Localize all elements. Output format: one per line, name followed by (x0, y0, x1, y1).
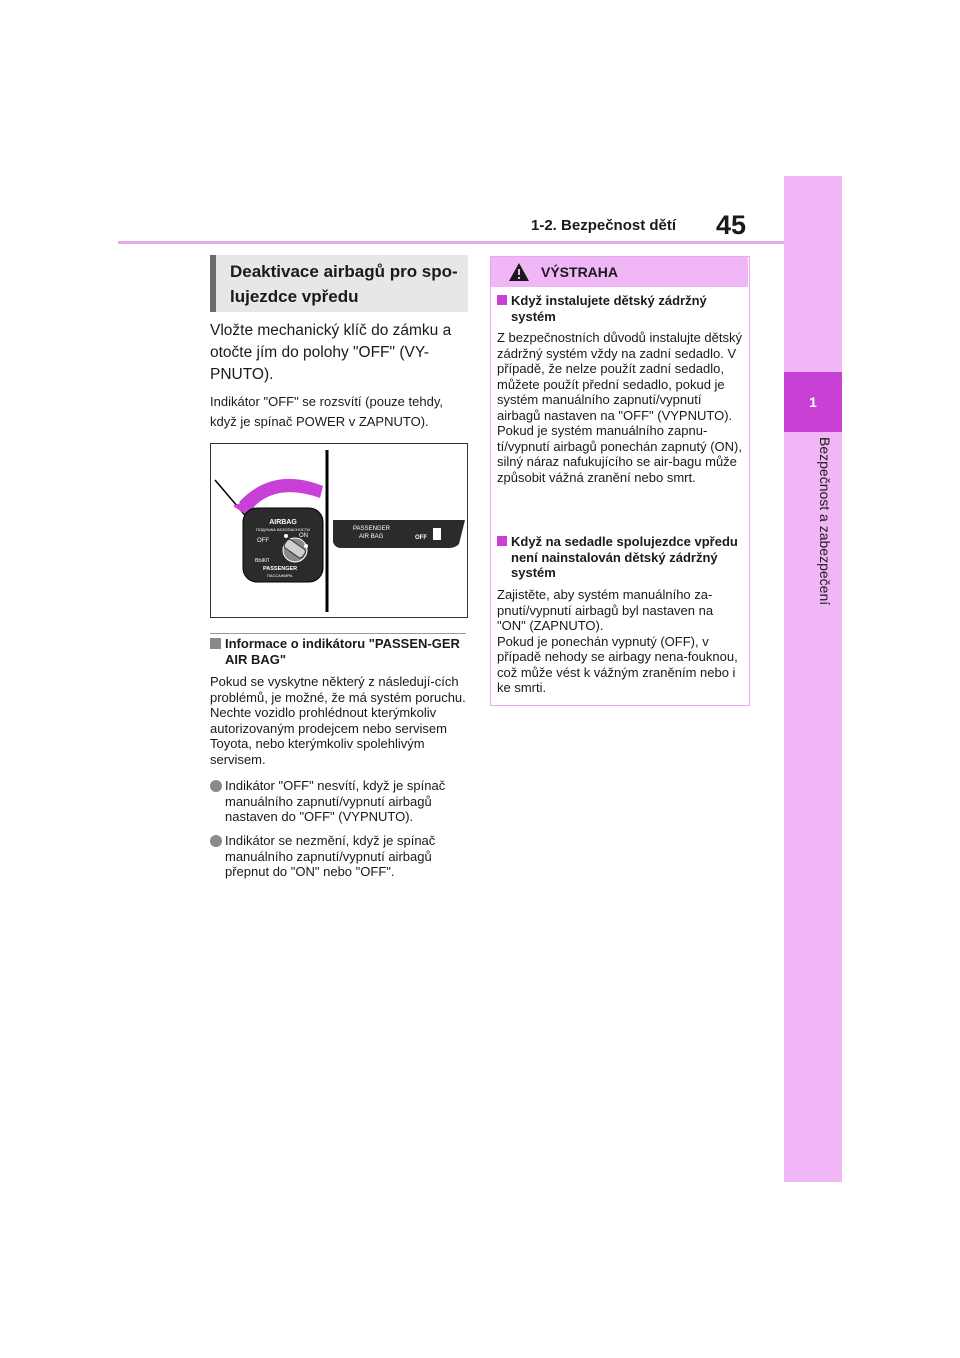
note-text: Indikátor "OFF" se rozsvítí (pouze tehdy, když je spínač POWER v ZAPNUTO). (210, 394, 443, 429)
square-bullet-icon (497, 536, 507, 546)
square-bullet-icon (210, 638, 221, 649)
warning-subheading-text: Když instalujete dětský zádržný systém (511, 293, 707, 324)
airbag-switch-illustration (211, 444, 467, 617)
warning-body: Zajistěte, aby systém manuálního za-pnutí/vypnutí airbagů byl nastaven na "ON" (ZAPNUTO). Pokud je ponechán vypnutý (OFF), v případě nehody se airbagy nena-fouknou, což může vést k vážným zraněním nebo i ke smrti. (497, 587, 738, 695)
indicator-off: OFF (415, 535, 427, 541)
header-rule (118, 241, 784, 244)
switch-sublabel: ПОДУШКА БЕЗОПАСНОСТИ (255, 527, 311, 532)
warning-subheading-text: Když na sedadle spolujezdce vpředu není nainstalován dětský zádržný systém (511, 534, 738, 580)
circle-bullet-icon (210, 835, 222, 847)
switch-off-label: OFF (257, 538, 269, 544)
info-heading-text: Informace o indikátoru "PASSEN-GER AIR BAG" (225, 636, 460, 667)
section-title: 1-2. Bezpečnost dětí (531, 217, 677, 234)
list-item-text: Indikátor "OFF" nesvítí, když je spínač manuálního zapnutí/vypnutí airbagů nastaven do "OFF" (VYPNUTO). (225, 778, 446, 824)
chapter-number: 1 (784, 372, 842, 432)
warning-header (491, 257, 748, 287)
info-heading (210, 636, 470, 667)
chapter-title: Bezpečnost a zabezpečení (817, 437, 833, 606)
switch-passenger-ru-label: ПАССАЖИРА (267, 573, 293, 578)
switch-label: AIRBAG (269, 519, 297, 526)
warning-subheading (497, 534, 742, 581)
info-divider (210, 633, 466, 634)
airbag-switch-figure (210, 443, 468, 618)
topic-heading-box (210, 255, 468, 312)
warning-title: VÝSTRAHA (541, 264, 619, 280)
square-bullet-icon (497, 295, 507, 305)
passenger-airbag-icon (433, 528, 441, 540)
indicator-panel (333, 520, 465, 548)
info-body: Pokud se vyskytne některý z následují-cích problémů, je možné, že má systém poruchu. Nechte vozidlo prohlédnout kterýmkoliv autorizovaným prodejcem nebo servisem Toyota, nebo kterýmkoliv spolehlivým servisem. (210, 674, 466, 767)
switch-off-ru-label: ВЫКЛ (255, 558, 269, 564)
circle-bullet-icon (210, 780, 222, 792)
warning-body: Z bezpečnostních důvodů instalujte dětský zádržný systém vždy na zadní sedadlo. V případě, že nelze použít zadní sedadlo, můžete použít přední sedadlo, pokud je systém manuálního zapnutí/vypnutí airbagů nastaven na "OFF" (VYPNUTO). Pokud je systém manuálního zapnu-tí/vypnutí airbagů ponechán zapnutý (ON), silný náraz nafukujícího se air-bagu může způsobit vážná zranění nebo smrt. (497, 330, 742, 485)
warning-icon (508, 262, 530, 282)
page-number: 45 (716, 210, 747, 240)
topic-heading: Deaktivace airbagů pro spo-lujezdce vpředu (230, 262, 458, 306)
warning-box (490, 256, 750, 706)
warning-subheading (497, 293, 742, 324)
list-item (210, 778, 468, 825)
switch-on-label: ON (299, 533, 308, 539)
chapter-side-tab (784, 176, 842, 1182)
indicator-line1: PASSENGER (353, 526, 390, 532)
intro-text: Vložte mechanický klíč do zámku a otočte jím do polohy "OFF" (VY-PNUTO). (210, 322, 452, 383)
indicator-line2: AIR BAG (359, 534, 384, 540)
switch-passenger-label: PASSENGER (263, 566, 298, 572)
list-item (210, 833, 468, 880)
list-item-text: Indikátor se nezmění, když je spínač manuálního zapnutí/vypnutí airbagů přepnut do "ON" nebo "OFF". (225, 833, 436, 879)
